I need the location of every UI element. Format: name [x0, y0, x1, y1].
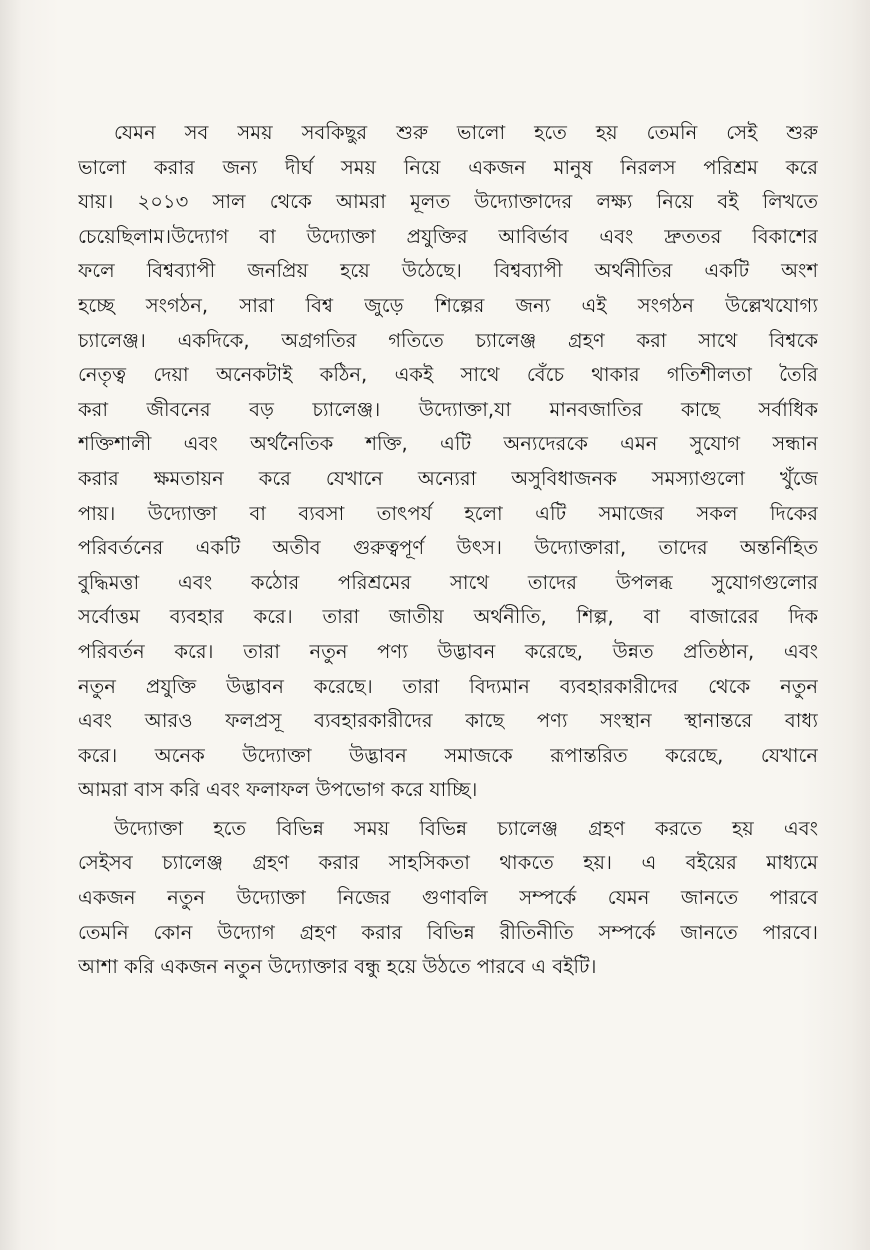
paragraph-line: শক্তিশালী এবং অর্থনৈতিক শক্তি, এটি অন্যদেরকে এমন সুযোগ সন্ধান	[78, 432, 818, 456]
paragraph-line: আমরা বাস করি এবং ফলাফল উপভোগ করে যাচ্ছি।	[78, 778, 478, 802]
paragraph-line: এবং আরও ফলপ্রসূ ব্যবহারকারীদের কাছে পণ্য সংস্থান স্থানান্তরে বাধ্য	[78, 709, 818, 733]
paragraph-line: নেতৃত্ব দেয়া অনেকটাই কঠিন, একই সাথে বেঁচে থাকার গতিশীলতা তৈরি	[78, 363, 818, 387]
paragraph-line: তেমনি কোন উদ্যোগ গ্রহণ করার বিভিন্ন রীতিনীতি সম্পর্কে জানতে পারবে।	[78, 920, 818, 944]
paragraph-line: বুদ্ধিমত্তা এবং কঠোর পরিশ্রমের সাথে তাদের উপলব্ধ সুযোগগুলোর	[78, 570, 818, 594]
paragraph-line: যেমন সব সময় সবকিছুর শুরু ভালো হতে হয় তেমনি সেই শুরু	[114, 121, 818, 144]
paragraph-1	[78, 116, 818, 808]
paragraph-line: আশা করি একজন নতুন উদ্যোক্তার বন্ধু হয়ে উঠতে পারবে এ বইটি।	[78, 955, 597, 979]
paragraph-line: হচ্ছে সংগঠন, সারা বিশ্ব জুড়ে শিল্পের জন্য এই সংগঠন উল্লেখযোগ্য	[78, 293, 818, 317]
paragraph-line: চেয়েছিলাম।উদ্যোগ বা উদ্যোক্তা প্রযুক্তির আবির্ভাব এবং দ্রুততর বিকাশের	[78, 224, 818, 248]
paragraph-line: করে। অনেক উদ্যোক্তা উদ্ভাবন সমাজকে রূপান্তরিত করেছে, যেখানে	[78, 743, 818, 767]
paragraph-line: যায়। ২০১৩ সাল থেকে আমরা মূলত উদ্যোক্তাদের লক্ষ্য নিয়ে বই লিখতে	[78, 190, 818, 214]
paragraph-line: সর্বোত্তম ব্যবহার করে। তারা জাতীয় অর্থনীতি, শিল্প, বা বাজারের দিক	[78, 605, 818, 629]
paragraph-line: করার ক্ষমতায়ন করে যেখানে অন্যেরা অসুবিধাজনক সমস্যাগুলো খুঁজে	[78, 466, 818, 490]
paragraph-line: ভালো করার জন্য দীর্ঘ সময় নিয়ে একজন মানুষ নিরলস পরিশ্রম করে	[78, 155, 818, 179]
paragraph-line: করা জীবনের বড় চ্যালেঞ্জ। উদ্যোক্তা,যা মানবজাতির কাছে সর্বাধিক	[78, 397, 818, 421]
paragraph-line: পরিবর্তন করে। তারা নতুন পণ্য উদ্ভাবন করেছে, উন্নত প্রতিষ্ঠান, এবং	[78, 639, 818, 663]
paragraph-2	[78, 812, 818, 985]
paragraph-line: একজন নতুন উদ্যোক্তা নিজের গুণাবলি সম্পর্কে যেমন জানতে পারবে	[78, 886, 818, 910]
paragraph-line: ফলে বিশ্বব্যাপী জনপ্রিয় হয়ে উঠেছে। বিশ্বব্যাপী অর্থনীতির একটি অংশ	[78, 259, 818, 283]
paragraph-line: পায়। উদ্যোক্তা বা ব্যবসা তাৎপর্য হলো এটি সমাজের সকল দিকের	[78, 501, 818, 525]
paragraph-line: পরিবর্তনের একটি অতীব গুরুত্বপূর্ণ উৎস। উদ্যোক্তারা, তাদের অন্তর্নিহিত	[78, 536, 818, 560]
paragraph-line: সেইসব চ্যালেঞ্জ গ্রহণ করার সাহসিকতা থাকতে হয়। এ বইয়ের মাধ্যমে	[78, 851, 818, 875]
paragraph-line: চ্যালেঞ্জ। একদিকে, অগ্রগতির গতিতে চ্যালেঞ্জ গ্রহণ করা সাথে বিশ্বকে	[78, 328, 818, 352]
paragraph-line: নতুন প্রযুক্তি উদ্ভাবন করেছে। তারা বিদ্যমান ব্যবহারকারীদের থেকে নতুন	[78, 674, 818, 698]
paragraph-line: উদ্যোক্তা হতে বিভিন্ন সময় বিভিন্ন চ্যালেঞ্জ গ্রহণ করতে হয় এবং	[114, 816, 818, 840]
page-body-text	[78, 116, 818, 985]
